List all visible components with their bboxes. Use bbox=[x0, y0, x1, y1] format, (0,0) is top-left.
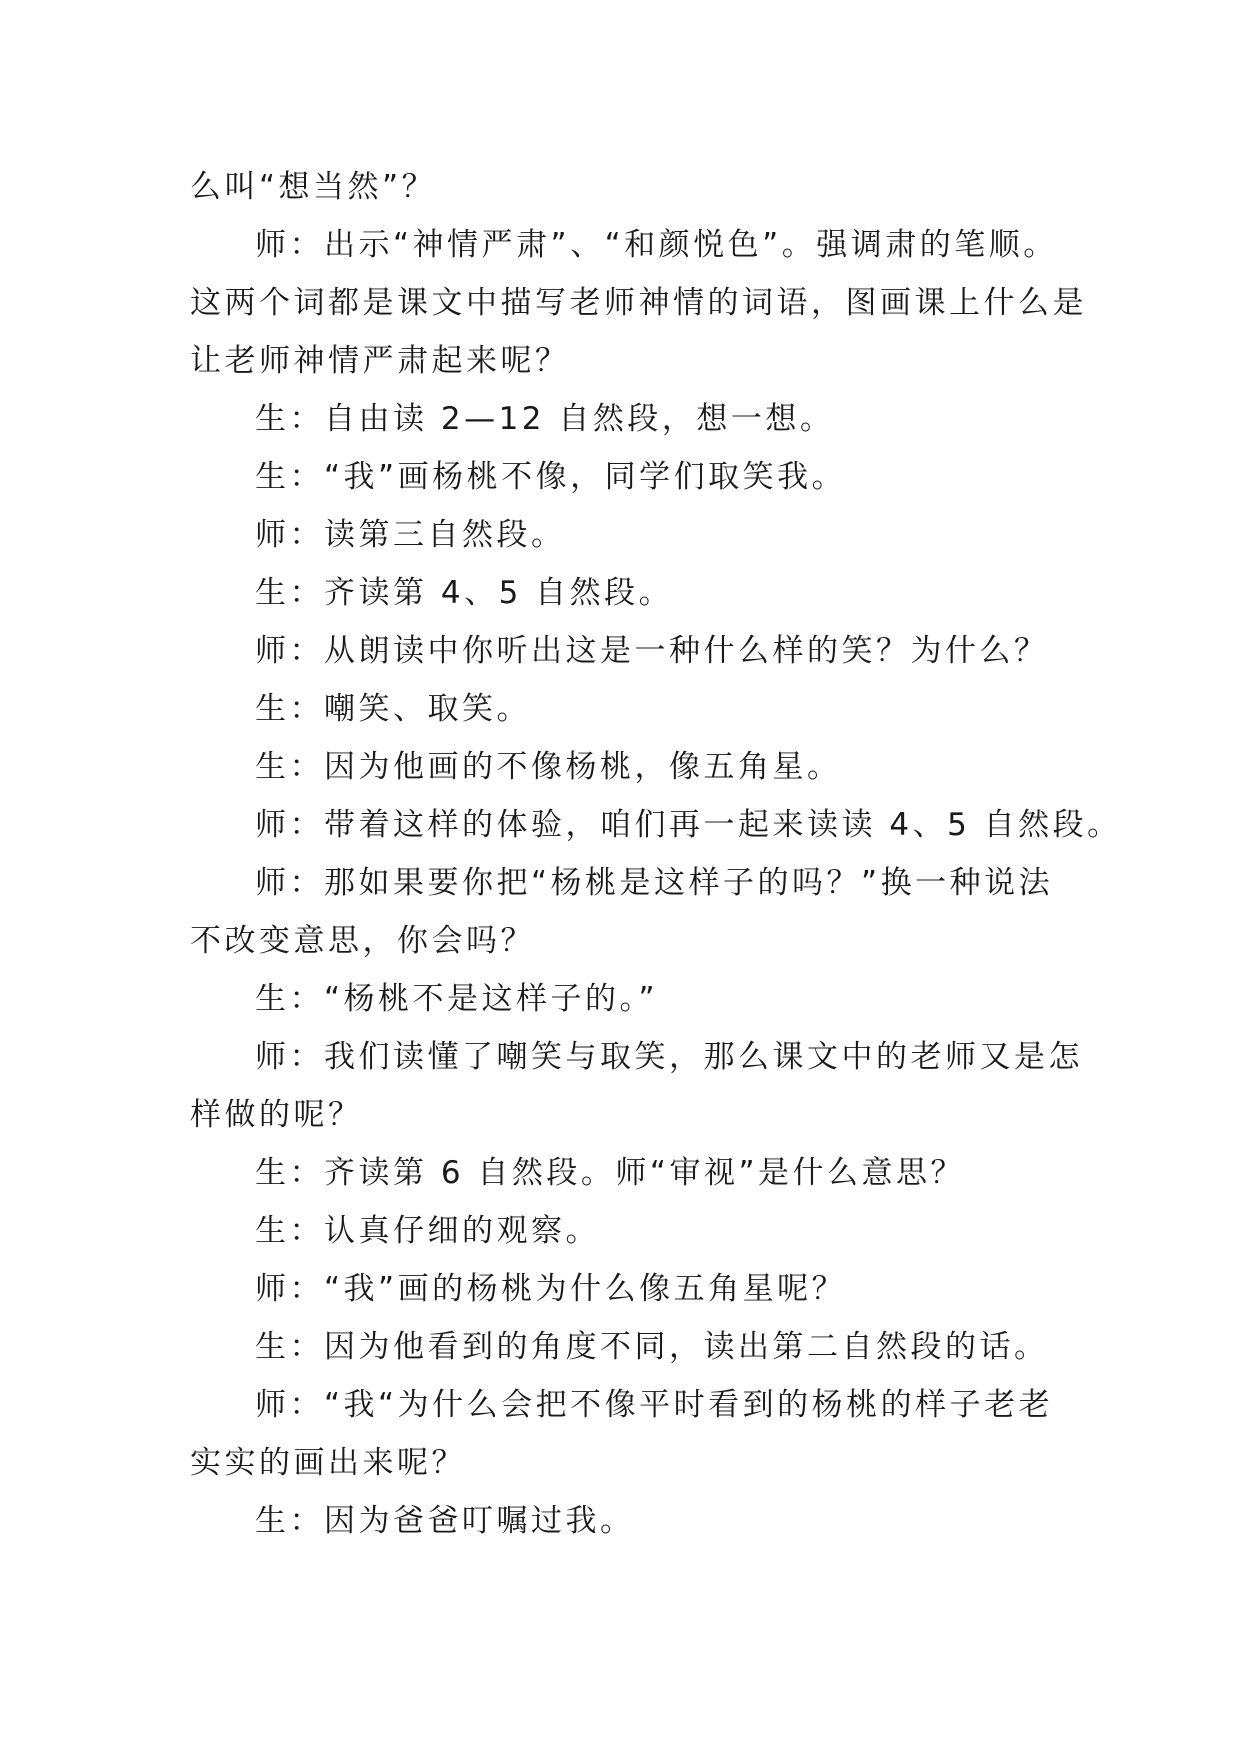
text-line: 生：“杨桃不是这样子的。” bbox=[255, 981, 659, 1017]
text-line: 样做的呢？ bbox=[190, 1097, 363, 1133]
text-line: 师：“我“为什么会把不像平时看到的杨桃的样子老老 bbox=[255, 1387, 1054, 1423]
text-line: 师：那如果要你把“杨桃是这样子的吗？”换一种说法 bbox=[255, 865, 1054, 901]
text-line: 不改变意思，你会吗？ bbox=[190, 923, 535, 959]
text-line: 让老师神情严肃起来呢？ bbox=[190, 343, 570, 379]
text-line: 生：认真仔细的观察。 bbox=[255, 1213, 600, 1249]
text-line: 生：因为他看到的角度不同，读出第二自然段的话。 bbox=[255, 1329, 1049, 1365]
text-line: 师：从朗读中你听出这是一种什么样的笑？为什么？ bbox=[255, 633, 1049, 669]
text-line: 生：齐读第 4、5 自然段。 bbox=[255, 575, 674, 611]
text-line: 师：带着这样的体验，咱们再一起来读读 4、5 自然段。 bbox=[255, 807, 1122, 843]
text-line: 这两个词都是课文中描写老师神情的词语，图画课上什么是 bbox=[190, 285, 1087, 321]
text-line: 生：“我”画杨桃不像，同学们取笑我。 bbox=[255, 459, 847, 495]
text-line: 么叫“想当然”？ bbox=[190, 169, 437, 205]
text-line: 生：自由读 2—12 自然段，想一想。 bbox=[255, 401, 835, 437]
text-line: 师：我们读懂了嘲笑与取笑，那么课文中的老师又是怎 bbox=[255, 1039, 1083, 1075]
text-line: 师：“我”画的杨桃为什么像五角星呢？ bbox=[255, 1271, 847, 1307]
text-line: 生：嘲笑、取笑。 bbox=[255, 691, 531, 727]
text-line: 师：读第三自然段。 bbox=[255, 517, 566, 553]
text-line: 师：出示“神情严肃”、“和颜悦色”。强调肃的笔顺。 bbox=[255, 227, 1058, 263]
text-line: 生：因为他画的不像杨桃，像五角星。 bbox=[255, 749, 842, 785]
text-line: 实实的画出来呢？ bbox=[190, 1445, 466, 1481]
text-line: 生：因为爸爸叮嘱过我。 bbox=[255, 1503, 635, 1539]
document-body bbox=[190, 158, 1122, 1550]
text-line: 生：齐读第 6 自然段。师“审视”是什么意思？ bbox=[255, 1155, 966, 1191]
